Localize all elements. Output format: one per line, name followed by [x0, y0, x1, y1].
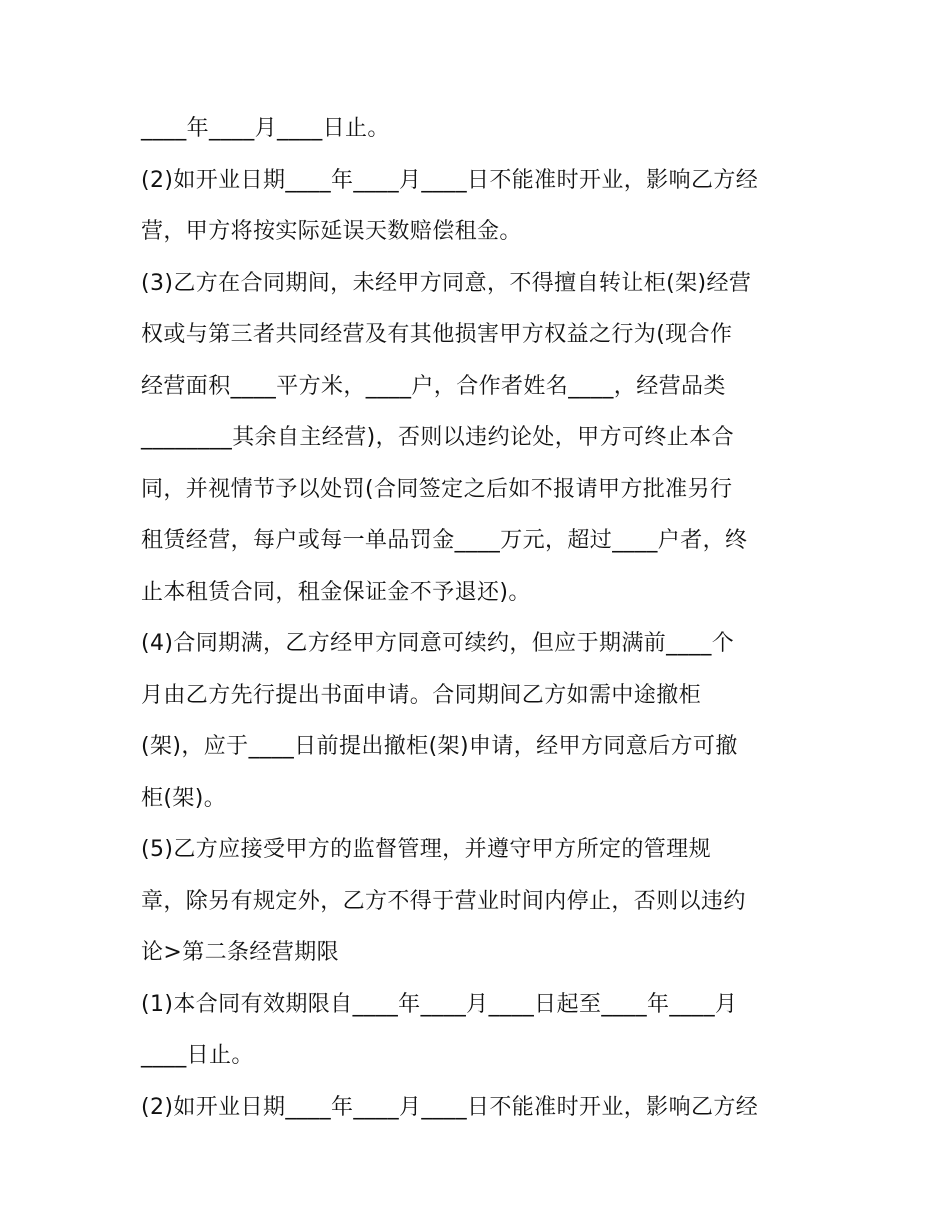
text-line: (架)，应于____日前提出撤柜(架)申请，经甲方同意后方可撤 — [141, 734, 738, 759]
text-line: (2)如开业日期____年____月____日不能准时开业，影响乙方经 — [141, 1094, 759, 1120]
text-line: 论>第二条经营期限 — [141, 940, 340, 965]
text-line: 月由乙方先行提出书面申请。合同期间乙方如需中途撤柜 — [141, 682, 702, 708]
text-line: (2)如开业日期____年____月____日不能准时开业，影响乙方经 — [141, 167, 759, 193]
text-line: 经营面积____平方米，____户，合作者姓名____，经营品类 — [141, 373, 726, 399]
text-line: (3)乙方在合同期间，未经甲方同意，不得擅自转让柜(架)经营 — [141, 270, 752, 296]
text-line: ____日止。 — [141, 1043, 254, 1068]
text-line: 章，除另有规定外，乙方不得于营业时间内停止，否则以违约 — [141, 888, 746, 914]
document-body — [141, 103, 821, 1133]
text-line: ________其余自主经营)，否则以违约论处，甲方可终止本合 — [141, 425, 734, 450]
text-line: 租赁经营，每户或每一单品罚金____万元，超过____户者，终 — [141, 528, 748, 553]
text-line: ____年____月____日止。 — [141, 116, 390, 141]
text-line: 止本租赁合同，租金保证金不予退还)。 — [141, 579, 531, 605]
text-line: 同，并视情节予以处罚(合同签定之后如不报请甲方批准另行 — [141, 476, 733, 502]
text-line: 营，甲方将按实际延误天数赔偿租金。 — [141, 219, 522, 244]
text-line: 权或与第三者共同经营及有其他损害甲方权益之行为(现合作 — [141, 322, 733, 347]
text-line: (1)本合同有效期限自____年____月____日起至____年____月 — [141, 991, 738, 1017]
text-line: 柜(架)。 — [141, 785, 227, 811]
text-line: (5)乙方应接受甲方的监督管理，并遵守甲方所定的管理规 — [141, 837, 711, 862]
text-line: (4)合同期满，乙方经甲方同意可续约，但应于期满前____个 — [141, 631, 735, 656]
